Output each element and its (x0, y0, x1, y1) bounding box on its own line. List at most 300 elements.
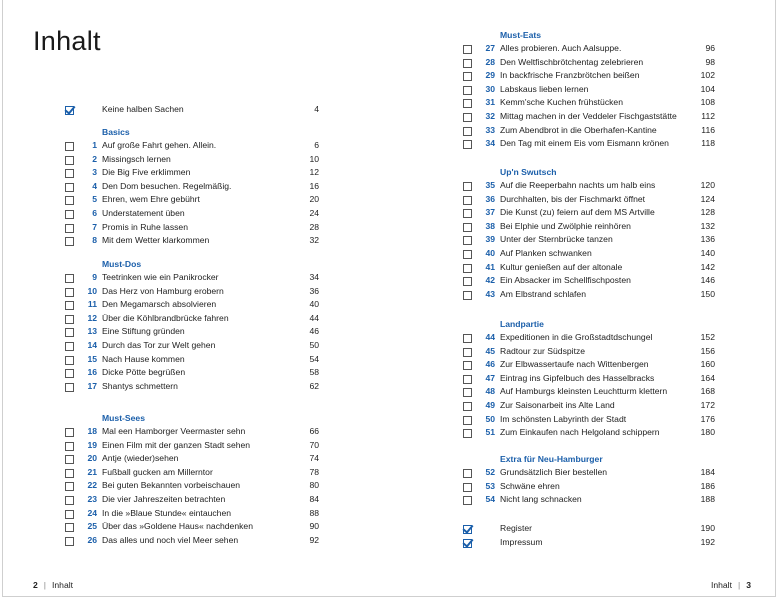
chapter-title: Kemm'sche Kuchen frühstücken (500, 97, 623, 108)
checkbox[interactable] (463, 429, 472, 438)
chapter-title: Schwäne ehren (500, 480, 560, 491)
toc-row (65, 103, 319, 117)
page-title: Inhalt (33, 26, 101, 56)
page-ref: 32 (309, 235, 319, 246)
page-ref: 192 (700, 536, 715, 547)
chapter-number: 36 (485, 193, 495, 204)
chapter-number: 54 (485, 494, 495, 505)
footer-label: Inhalt (52, 580, 74, 590)
checkbox[interactable] (463, 196, 472, 205)
page-ref: 10 (309, 153, 319, 164)
chapter-title: Über die Köhlbrandbrücke fahren (102, 312, 229, 323)
chapter-title: Bei Elphie und Zwölphie reinhören (500, 220, 631, 231)
checkbox[interactable] (65, 482, 74, 491)
chapter-number: 48 (485, 386, 495, 397)
checkbox[interactable] (463, 496, 472, 505)
page-ref: 132 (700, 220, 715, 231)
chapter-number: 21 (87, 466, 97, 477)
toc-row (65, 339, 319, 353)
checkbox[interactable] (65, 224, 74, 233)
toc-row (463, 193, 715, 207)
chapter-title: Teetrinken wie ein Panikrocker (102, 272, 219, 282)
page-ref: 176 (700, 413, 715, 424)
toc-row (463, 220, 715, 234)
chapter-title: Dicke Pötte begrüßen (102, 367, 186, 378)
chapter-title: Nicht lang schnacken (500, 494, 582, 505)
page-ref: 104 (700, 83, 715, 94)
page-ref: 150 (700, 288, 715, 299)
section-heading: Basics (102, 127, 130, 137)
checkbox[interactable] (463, 86, 472, 95)
chapter-number: 17 (87, 380, 97, 391)
checkbox[interactable] (463, 182, 472, 191)
toc-row (65, 139, 319, 153)
page-ref: 78 (309, 466, 319, 477)
checkbox[interactable] (463, 72, 472, 81)
checkbox[interactable] (463, 127, 472, 136)
chapter-title: Unter der Sternbrücke tanzen (500, 234, 613, 245)
chapter-title: Zum Abendbrot in die Oberhafen-Kantine (500, 124, 657, 135)
checkbox[interactable] (463, 375, 472, 384)
chapter-title: Zur Elbwassertaufe nach Wittenbergen (500, 359, 649, 370)
chapter-number: 24 (87, 507, 97, 518)
chapter-number: 20 (87, 453, 97, 464)
checkbox[interactable] (65, 210, 74, 219)
section-heading: Up'n Swutsch (500, 167, 557, 177)
chapter-number: 14 (87, 340, 97, 350)
checkbox[interactable] (463, 264, 472, 273)
chapter-number: 37 (485, 207, 495, 218)
checkbox[interactable] (463, 209, 472, 218)
chapter-title: Den Weltfischbrötchentag zelebrieren (500, 56, 644, 67)
chapter-title: Mal een Hamborger Veermaster sehn (102, 426, 246, 436)
chapter-title: Zum Einkaufen nach Helgoland schippern (500, 427, 660, 438)
page-ref: 118 (701, 138, 715, 149)
toc-row (65, 153, 319, 167)
checkbox[interactable] (65, 328, 74, 337)
page-ref: 120 (700, 180, 715, 190)
chapter-title: Nach Hause kommen (102, 353, 185, 364)
chapter-title: Keine halben Sachen (102, 104, 184, 114)
toc-row (463, 179, 715, 193)
checkbox[interactable] (65, 274, 74, 283)
chapter-number: 15 (87, 353, 97, 364)
page-ref: 58 (309, 367, 319, 378)
toc-row (463, 124, 715, 138)
toc-row (65, 207, 319, 221)
checkbox[interactable] (65, 315, 74, 324)
page-ref: 6 (314, 140, 319, 150)
checkbox[interactable] (463, 140, 472, 149)
chapter-title: Die Big Five erklimmen (102, 167, 191, 178)
checkbox[interactable] (65, 196, 74, 205)
page-ref: 140 (700, 248, 715, 258)
chapter-number: 16 (87, 367, 97, 378)
right-footer (711, 580, 751, 590)
toc-row (463, 399, 715, 413)
page-ref: 112 (701, 111, 715, 121)
page-ref: 146 (700, 275, 715, 286)
page-ref: 188 (700, 494, 715, 505)
right-page (392, 0, 777, 596)
toc-row (65, 325, 319, 339)
page-ref: 136 (700, 234, 715, 245)
left-page (3, 0, 392, 596)
chapter-number: 2 (92, 153, 97, 164)
page-ref: 70 (309, 439, 319, 450)
checkbox[interactable] (65, 356, 74, 365)
toc-row (463, 96, 715, 110)
chapter-number: 47 (485, 372, 495, 383)
chapter-title: Durchhalten, bis der Fischmarkt öffnet (500, 193, 646, 204)
chapter-title: Auf die Reeperbahn nachts um halb eins (500, 180, 656, 190)
chapter-number: 6 (92, 208, 97, 218)
page-ref: 124 (700, 193, 715, 204)
toc-row (65, 353, 319, 367)
toc-row (463, 110, 715, 124)
chapter-number: 10 (87, 285, 97, 296)
chapter-number: 45 (485, 345, 495, 356)
page-ref: 142 (700, 261, 715, 272)
checkbox[interactable] (463, 416, 472, 425)
chapter-number: 23 (87, 494, 97, 504)
chapter-title: Durch das Tor zur Welt gehen (102, 340, 216, 350)
toc-row (463, 345, 715, 359)
checkbox[interactable] (65, 288, 74, 297)
checkbox[interactable] (463, 59, 472, 68)
chapter-number: 1 (92, 140, 97, 150)
checkbox[interactable] (65, 369, 74, 378)
footer-separator: | (43, 580, 47, 590)
toc-row (463, 288, 715, 302)
toc-row (463, 233, 715, 247)
chapter-title: Expeditionen in die Großstadtdschungel (500, 332, 653, 342)
page-ref: 84 (309, 494, 319, 504)
page-ref: 108 (700, 97, 715, 108)
toc-row (65, 234, 319, 248)
chapter-title: Fußball gucken am Millerntor (102, 466, 213, 477)
page-ref: 186 (700, 480, 715, 491)
chapter-title: Über das »Goldene Haus« nachdenken (102, 521, 253, 532)
checkbox[interactable] (463, 483, 472, 492)
toc-row (65, 166, 319, 180)
checkbox[interactable] (463, 348, 472, 357)
chapter-number: 18 (87, 426, 97, 436)
left-footer (33, 580, 73, 590)
page-ref: 62 (309, 380, 319, 391)
toc-row (463, 522, 715, 536)
toc-row (463, 372, 715, 386)
checkbox[interactable] (463, 236, 472, 245)
chapter-number: 3 (92, 167, 97, 178)
checked-checkbox[interactable] (463, 525, 472, 534)
toc-row (65, 380, 319, 394)
chapter-title: Den Dom besuchen. Regelmäßig. (102, 180, 232, 191)
toc-row (65, 298, 319, 312)
chapter-title: Mit dem Wetter klarkommen (102, 235, 210, 246)
chapter-title: Auf Hamburgs kleinsten Leuchtturm klettern (500, 386, 668, 397)
chapter-number: 30 (485, 83, 495, 94)
chapter-number: 7 (92, 221, 97, 232)
toc-row (65, 479, 319, 493)
page-ref: 152 (700, 332, 715, 342)
toc-row (65, 425, 319, 439)
section-heading: Landpartie (500, 319, 544, 329)
page-ref: 160 (700, 359, 715, 370)
chapter-title: Eintrag ins Gipfelbuch des Hasselbracks (500, 372, 655, 383)
page-ref: 36 (309, 285, 319, 296)
checkbox[interactable] (65, 383, 74, 392)
chapter-title: Radtour zur Südspitze (500, 345, 586, 356)
page-ref: 156 (700, 345, 715, 356)
checkbox[interactable] (463, 45, 472, 54)
page-ref: 24 (309, 208, 319, 218)
page-ref: 12 (309, 167, 319, 178)
toc-row (65, 285, 319, 299)
page-ref: 66 (309, 426, 319, 436)
chapter-number: 13 (87, 326, 97, 337)
checkbox[interactable] (65, 428, 74, 437)
checkbox[interactable] (463, 250, 472, 259)
checkbox[interactable] (463, 361, 472, 370)
toc-row (65, 180, 319, 194)
chapter-title: Bei guten Bekannten vorbeischauen (102, 480, 241, 491)
checkbox[interactable] (65, 156, 74, 165)
toc-row (463, 137, 715, 151)
page-ref: 80 (309, 480, 319, 491)
chapter-title: Promis in Ruhe lassen (102, 221, 188, 232)
toc-row (65, 221, 319, 235)
chapter-number: 53 (485, 480, 495, 491)
checkbox[interactable] (65, 455, 74, 464)
chapter-title: Mittag machen in der Veddeler Fischgaststätte (500, 111, 677, 121)
page-ref: 96 (705, 43, 715, 53)
toc-row (65, 193, 319, 207)
page-ref: 88 (309, 507, 319, 518)
page-ref: 128 (700, 207, 715, 218)
page-ref: 20 (309, 194, 319, 205)
chapter-number: 41 (485, 261, 495, 272)
checkbox[interactable] (463, 469, 472, 478)
chapter-number: 27 (485, 43, 495, 53)
checkbox[interactable] (65, 469, 74, 478)
chapter-title: Understatement üben (102, 208, 185, 218)
page-ref: 172 (700, 400, 715, 410)
section-heading: Must-Dos (102, 259, 142, 269)
checkbox[interactable] (65, 510, 74, 519)
chapter-number: 51 (485, 427, 495, 438)
checkbox[interactable] (65, 537, 74, 546)
toc-row (65, 366, 319, 380)
page-ref: 46 (309, 326, 319, 337)
page-number: 3 (746, 580, 751, 590)
checkbox[interactable] (65, 237, 74, 246)
checkbox[interactable] (463, 291, 472, 300)
page-ref: 4 (314, 104, 319, 114)
toc-row (65, 439, 319, 453)
checkbox[interactable] (65, 183, 74, 192)
toc-row (463, 413, 715, 427)
checked-checkbox[interactable] (65, 106, 74, 115)
page-ref: 184 (700, 467, 715, 477)
toc-row (65, 493, 319, 507)
chapter-title: Das alles und noch viel Meer sehen (102, 534, 239, 545)
chapter-title: Register (500, 523, 532, 533)
chapter-title: Auf große Fahrt gehen. Allein. (102, 140, 217, 150)
toc-row (65, 520, 319, 534)
chapter-number: 52 (485, 467, 495, 477)
page-ref: 164 (700, 372, 715, 383)
chapter-number: 8 (92, 235, 97, 246)
toc-row (463, 274, 715, 288)
chapter-number: 35 (485, 180, 495, 190)
chapter-number: 26 (87, 534, 97, 545)
checkbox[interactable] (463, 388, 472, 397)
toc-row (463, 56, 715, 70)
chapter-number: 31 (485, 97, 495, 108)
chapter-title: Den Megamarsch absolvieren (102, 299, 217, 310)
section-heading: Must-Sees (102, 413, 145, 423)
chapter-title: Missingsch lernen (102, 153, 171, 164)
page-ref: 40 (309, 299, 319, 310)
toc-row (463, 206, 715, 220)
chapter-title: In backfrische Franzbrötchen beißen (500, 70, 640, 81)
toc-row (463, 69, 715, 83)
toc-row (65, 466, 319, 480)
toc-row (463, 466, 715, 480)
chapter-title: Die vier Jahreszeiten betrachten (102, 494, 226, 504)
toc-row (65, 507, 319, 521)
toc-row (65, 534, 319, 548)
book-spread (2, 0, 776, 597)
chapter-number: 38 (485, 220, 495, 231)
chapter-title: In die »Blaue Stunde« eintauchen (102, 507, 232, 518)
chapter-title: Auf Planken schwanken (500, 248, 592, 258)
section-heading: Extra für Neu-Hamburger (500, 454, 603, 464)
chapter-title: Eine Stiftung gründen (102, 326, 185, 337)
checkbox[interactable] (65, 523, 74, 532)
chapter-number: 50 (485, 413, 495, 424)
footer-separator: | (737, 580, 741, 590)
page-ref: 44 (309, 312, 319, 323)
toc-row (463, 426, 715, 440)
checkbox[interactable] (65, 301, 74, 310)
chapter-title: Den Tag mit einem Eis vom Eismann krönen (500, 138, 669, 149)
checkbox[interactable] (65, 142, 74, 151)
chapter-number: 5 (92, 194, 97, 205)
page-ref: 50 (309, 340, 319, 350)
checkbox[interactable] (463, 113, 472, 122)
toc-row (65, 271, 319, 285)
chapter-title: Ehren, wem Ehre gebührt (102, 194, 200, 205)
checkbox[interactable] (65, 169, 74, 178)
toc-row (463, 358, 715, 372)
toc-row (463, 42, 715, 56)
chapter-number: 40 (485, 248, 495, 258)
chapter-title: Einen Film mit der ganzen Stadt sehen (102, 439, 251, 450)
chapter-title: Grundsätzlich Bier bestellen (500, 467, 607, 477)
page-ref: 92 (309, 534, 319, 545)
page-ref: 16 (309, 180, 319, 191)
page-ref: 116 (701, 124, 715, 135)
chapter-number: 46 (485, 359, 495, 370)
page-ref: 190 (700, 523, 715, 533)
toc-row (463, 261, 715, 275)
chapter-number: 42 (485, 275, 495, 286)
footer-label: Inhalt (710, 580, 732, 590)
checkbox[interactable] (463, 277, 472, 286)
chapter-number: 25 (87, 521, 97, 532)
chapter-title: Kultur genießen auf der altonale (500, 261, 623, 272)
chapter-title: Labskaus lieben lernen (500, 83, 589, 94)
chapter-number: 4 (92, 180, 97, 191)
chapter-number: 12 (87, 312, 97, 323)
chapter-number: 29 (485, 70, 495, 81)
toc-row (463, 536, 715, 550)
chapter-title: Shantys schmettern (102, 380, 178, 391)
page-ref: 90 (309, 521, 319, 532)
chapter-title: Am Elbstrand schlafen (500, 288, 586, 299)
page-ref: 34 (309, 272, 319, 282)
chapter-number: 49 (485, 400, 495, 410)
chapter-number: 34 (485, 138, 495, 149)
chapter-number: 43 (485, 288, 495, 299)
checkbox[interactable] (463, 334, 472, 343)
chapter-title: Die Kunst (zu) feiern auf dem MS Artville (500, 207, 655, 218)
chapter-number: 19 (87, 439, 97, 450)
checked-checkbox[interactable] (463, 539, 472, 548)
checkbox[interactable] (463, 223, 472, 232)
checkbox[interactable] (65, 342, 74, 351)
chapter-number: 33 (485, 124, 495, 135)
chapter-title: Impressum (500, 536, 543, 547)
toc-row (463, 480, 715, 494)
chapter-title: Im schönsten Labyrinth der Stadt (500, 413, 627, 424)
chapter-title: Alles probieren. Auch Aalsuppe. (500, 43, 622, 53)
chapter-title: Antje (wieder)sehen (102, 453, 179, 464)
toc-row (463, 247, 715, 261)
toc-row (463, 493, 715, 507)
chapter-title: Ein Absacker im Schellfischposten (500, 275, 631, 286)
checkbox[interactable] (65, 442, 74, 451)
page-ref: 180 (700, 427, 715, 438)
chapter-title: Das Herz von Hamburg erobern (102, 285, 224, 296)
page-ref: 28 (309, 221, 319, 232)
page-ref: 74 (309, 453, 319, 464)
checkbox[interactable] (463, 99, 472, 108)
toc-row (463, 385, 715, 399)
section-heading: Must-Eats (500, 30, 542, 40)
toc-row (65, 452, 319, 466)
chapter-number: 9 (92, 272, 97, 282)
chapter-number: 11 (87, 299, 97, 310)
chapter-number: 22 (87, 480, 97, 491)
chapter-number: 32 (485, 111, 495, 121)
toc-row (65, 312, 319, 326)
page-ref: 102 (700, 70, 715, 81)
chapter-number: 44 (485, 332, 495, 342)
chapter-title: Zur Saisonarbeit ins Alte Land (500, 400, 615, 410)
toc-row (463, 331, 715, 345)
page-ref: 168 (700, 386, 715, 397)
chapter-number: 28 (485, 56, 495, 67)
page-ref: 54 (309, 353, 319, 364)
page-ref: 98 (705, 56, 715, 67)
checkbox[interactable] (65, 496, 74, 505)
chapter-number: 39 (485, 234, 495, 245)
checkbox[interactable] (463, 402, 472, 411)
toc-row (463, 83, 715, 97)
